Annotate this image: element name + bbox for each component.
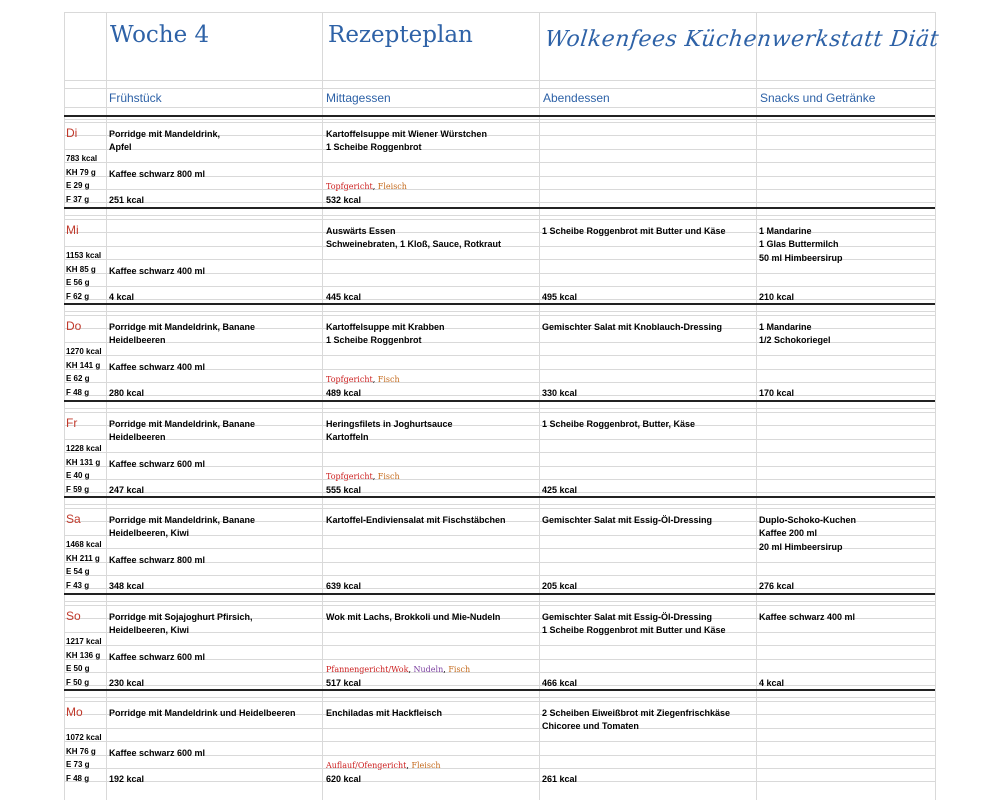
fat-total: F 62 g (66, 292, 90, 301)
grid-row-line (64, 88, 935, 89)
meal-snacks-line: 20 ml Himbeersirup (759, 542, 843, 552)
tag-part: , (372, 182, 378, 191)
meal-abend-line: 425 kcal (542, 485, 578, 495)
meal-abend-line: Gemischter Salat mit Knoblauch-Dressing (542, 322, 723, 332)
protein-total: E 73 g (66, 760, 90, 769)
grid-column-line (106, 12, 107, 800)
meal-fruehstueck-line: Kaffee schwarz 800 ml (109, 555, 206, 565)
grid-row-line (64, 439, 935, 440)
grid-row-line (64, 601, 935, 602)
meal-mittag-line: 1 Scheibe Roggenbrot (326, 142, 422, 152)
tag-part: Fleisch (411, 761, 441, 770)
protein-total: E 29 g (66, 181, 90, 190)
meal-mittag-line: 532 kcal (326, 195, 362, 205)
fat-total: F 48 g (66, 388, 90, 397)
meal-fruehstueck-line: Porridge mit Mandeldrink, Banane (109, 322, 256, 332)
grid-row-line (64, 286, 935, 287)
grid-column-line (539, 12, 540, 800)
grid-row-line (64, 299, 935, 300)
meal-abend-line: 261 kcal (542, 774, 578, 784)
carbs-total: KH 79 g (66, 168, 96, 177)
grid-row-line (64, 189, 935, 190)
meal-mittag-line: Kartoffel-Endiviensalat mit Fischstäbchen (326, 515, 506, 525)
dish-category-tag (326, 472, 400, 481)
meal-abend-line: 1 Scheibe Roggenbrot mit Butter und Käse (542, 226, 726, 236)
tag-part: Topfgericht (326, 375, 373, 384)
day-label: Fr (66, 416, 78, 430)
meal-mittag-line: 555 kcal (326, 485, 362, 495)
tag-part: , (372, 375, 378, 384)
meal-snacks-line: 210 kcal (759, 292, 795, 302)
kcal-total: 783 kcal (66, 154, 98, 163)
grid-row-line (64, 412, 935, 413)
grid-row-line (64, 672, 935, 673)
meal-abend-line: 205 kcal (542, 581, 578, 591)
day-separator (64, 207, 935, 209)
day-label: Sa (66, 512, 81, 526)
meal-fruehstueck-line: 192 kcal (109, 774, 145, 784)
meal-abend-line: 1 Scheibe Roggenbrot, Butter, Käse (542, 419, 696, 429)
grid-row-line (64, 479, 935, 480)
day-separator (64, 689, 935, 691)
meal-abend-line: 466 kcal (542, 678, 578, 688)
tag-part: Fisch (377, 472, 400, 481)
meal-fruehstueck-line: Heidelbeeren, Kiwi (109, 528, 190, 538)
grid-row-line (64, 575, 935, 576)
meal-abend-line: Chicoree und Tomaten (542, 721, 639, 731)
tag-part: Pfannengericht/Wok (326, 665, 409, 674)
meal-mittag-line: Kartoffelsuppe mit Wiener Würstchen (326, 129, 487, 139)
column-header-snacks: Snacks und Getränke (760, 91, 876, 105)
meal-snacks-line: Kaffee 200 ml (759, 528, 818, 538)
day-label: Mo (66, 705, 83, 719)
carbs-total: KH 136 g (66, 651, 101, 660)
meal-fruehstueck-line: Porridge mit Mandeldrink, (109, 129, 221, 139)
meal-mittag-line: 489 kcal (326, 388, 362, 398)
column-header-abendessen: Abendessen (543, 91, 610, 105)
protein-total: E 56 g (66, 278, 90, 287)
meal-abend-line: Gemischter Salat mit Essig-Öl-Dressing (542, 612, 713, 622)
meal-snacks-line: Kaffee schwarz 400 ml (759, 612, 856, 622)
meal-mittag-line: Heringsfilets in Joghurtsauce (326, 419, 453, 429)
meal-abend-line: Gemischter Salat mit Essig-Öl-Dressing (542, 515, 713, 525)
grid-row-line (64, 408, 935, 409)
tag-part: Auflauf/Ofengericht (326, 761, 407, 770)
protein-total: E 50 g (66, 664, 90, 673)
meal-fruehstueck-line: Heidelbeeren (109, 335, 166, 345)
fat-total: F 48 g (66, 774, 90, 783)
plan-title: Rezepteplan (328, 22, 473, 48)
meal-fruehstueck-line: 4 kcal (109, 292, 135, 302)
grid-row-line (64, 508, 935, 509)
grid-column-line (64, 12, 65, 800)
carbs-total: KH 76 g (66, 747, 96, 756)
grid-row-line (64, 685, 935, 686)
grid-row-line (64, 311, 935, 312)
tag-part: Topfgericht (326, 182, 373, 191)
fat-total: F 43 g (66, 581, 90, 590)
dish-category-tag (326, 665, 470, 674)
tag-part: Nudeln (413, 665, 444, 674)
meal-abend-line: 495 kcal (542, 292, 578, 302)
grid-row-line (64, 588, 935, 589)
grid-row-line (64, 355, 935, 356)
meal-fruehstueck-line: Kaffee schwarz 400 ml (109, 362, 206, 372)
meal-mittag-line: 1 Scheibe Roggenbrot (326, 335, 422, 345)
tag-part: Topfgericht (326, 472, 373, 481)
grid-row-line (64, 382, 935, 383)
day-separator (64, 496, 935, 498)
meal-fruehstueck-line: Heidelbeeren (109, 432, 166, 442)
grid-row-line (64, 122, 935, 123)
grid-row-line (64, 119, 935, 120)
meal-mittag-line: Enchiladas mit Hackfleisch (326, 708, 443, 718)
meal-snacks-line: 1 Glas Buttermilch (759, 239, 839, 249)
protein-total: E 54 g (66, 567, 90, 576)
grid-row-line (64, 697, 935, 698)
day-label: So (66, 609, 81, 623)
day-separator (64, 593, 935, 595)
tag-part: Fisch (377, 375, 400, 384)
grid-column-line (322, 12, 323, 800)
grid-row-line (64, 215, 935, 216)
meal-snacks-line: 1/2 Schokoriegel (759, 335, 831, 345)
grid-row-line (64, 202, 935, 203)
kcal-total: 1270 kcal (66, 347, 102, 356)
tag-part: , (406, 761, 412, 770)
meal-fruehstueck-line: Kaffee schwarz 600 ml (109, 748, 206, 758)
fat-total: F 37 g (66, 195, 90, 204)
kcal-total: 1072 kcal (66, 733, 102, 742)
grid-row-line (64, 605, 935, 606)
meal-mittag-line: 445 kcal (326, 292, 362, 302)
kcal-total: 1217 kcal (66, 637, 102, 646)
meal-snacks-line: Duplo-Schoko-Kuchen (759, 515, 856, 525)
fat-total: F 50 g (66, 678, 90, 687)
meal-snacks-line: 276 kcal (759, 581, 795, 591)
tag-part: , (372, 472, 378, 481)
kcal-total: 1153 kcal (66, 251, 102, 260)
meal-fruehstueck-line: 251 kcal (109, 195, 145, 205)
day-label: Mi (66, 223, 79, 237)
meal-fruehstueck-line: Porridge mit Mandeldrink, Banane (109, 515, 256, 525)
tag-part: Fleisch (377, 182, 407, 191)
fat-total: F 59 g (66, 485, 90, 494)
carbs-total: KH 131 g (66, 458, 101, 467)
grid-row-line (64, 728, 935, 729)
grid-column-line (756, 12, 757, 800)
meal-mittag-line: Kartoffeln (326, 432, 369, 442)
day-label: Di (66, 126, 78, 140)
meal-snacks-line: 1 Mandarine (759, 322, 812, 332)
meal-snacks-line: 1 Mandarine (759, 226, 812, 236)
grid-row-line (64, 107, 935, 108)
meal-snacks-line: 170 kcal (759, 388, 795, 398)
grid-row-line (64, 80, 935, 81)
grid-column-line (935, 12, 936, 800)
meal-fruehstueck-line: 280 kcal (109, 388, 145, 398)
grid-row-line (64, 492, 935, 493)
day-separator (64, 400, 935, 402)
protein-total: E 62 g (66, 374, 90, 383)
meal-fruehstueck-line: Kaffee schwarz 600 ml (109, 652, 206, 662)
meal-fruehstueck-line: 348 kcal (109, 581, 145, 591)
week-title: Woche 4 (110, 22, 210, 48)
grid-row-line (64, 632, 935, 633)
meal-fruehstueck-line: 230 kcal (109, 678, 145, 688)
meal-snacks-line: 4 kcal (759, 678, 785, 688)
meal-fruehstueck-line: Kaffee schwarz 400 ml (109, 266, 206, 276)
meal-fruehstueck-line: Kaffee schwarz 800 ml (109, 169, 206, 179)
meal-fruehstueck-line: Heidelbeeren, Kiwi (109, 625, 190, 635)
grid-row-line (64, 395, 935, 396)
grid-row-line (64, 741, 935, 742)
tag-part: Fisch (448, 665, 471, 674)
grid-row-line (64, 504, 935, 505)
kcal-total: 1468 kcal (66, 540, 102, 549)
meal-fruehstueck-line: Porridge mit Mandeldrink und Heidelbeeren (109, 708, 296, 718)
meal-abend-line: 330 kcal (542, 388, 578, 398)
carbs-total: KH 85 g (66, 265, 96, 274)
protein-total: E 40 g (66, 471, 90, 480)
dish-category-tag (326, 761, 441, 770)
meal-mittag-line: 639 kcal (326, 581, 362, 591)
carbs-total: KH 211 g (66, 554, 100, 563)
carbs-total: KH 141 g (66, 361, 101, 370)
day-separator (64, 303, 935, 305)
meal-mittag-line: Wok mit Lachs, Brokkoli und Mie-Nudeln (326, 612, 501, 622)
meal-mittag-line: 517 kcal (326, 678, 362, 688)
meal-snacks-line: 50 ml Himbeersirup (759, 253, 843, 263)
grid-row-line (64, 149, 935, 150)
tag-part: , (443, 665, 449, 674)
dish-category-tag (326, 375, 400, 384)
kcal-total: 1228 kcal (66, 444, 102, 453)
meal-fruehstueck-line: Kaffee schwarz 600 ml (109, 459, 206, 469)
dish-category-tag (326, 182, 407, 191)
grid-row-line (64, 645, 935, 646)
meal-abend-line: 1 Scheibe Roggenbrot mit Butter und Käse (542, 625, 726, 635)
meal-fruehstueck-line: Apfel (109, 142, 132, 152)
column-header-fruehstueck: Frühstück (109, 91, 162, 105)
grid-row-line (64, 701, 935, 702)
meal-mittag-line: Kartoffelsuppe mit Krabben (326, 322, 445, 332)
grid-row-line (64, 452, 935, 453)
meal-mittag-line: Auswärts Essen (326, 226, 396, 236)
meal-fruehstueck-line: 247 kcal (109, 485, 145, 495)
grid-row-line (64, 768, 935, 769)
grid-row-line (64, 219, 935, 220)
meal-fruehstueck-line: Porridge mit Sojajoghurt Pfirsich, (109, 612, 253, 622)
brand-title: Wolkenfees Küchenwerkstatt Diät (543, 27, 941, 52)
meal-mittag-line: Schweinebraten, 1 Kloß, Sauce, Rotkraut (326, 239, 502, 249)
meal-mittag-line: 620 kcal (326, 774, 362, 784)
column-header-mittagessen: Mittagessen (326, 91, 391, 105)
day-label: Do (66, 319, 82, 333)
meal-fruehstueck-line: Porridge mit Mandeldrink, Banane (109, 419, 256, 429)
grid-row-line (64, 781, 935, 782)
grid-row-line (64, 12, 935, 13)
grid-row-line (64, 315, 935, 316)
tag-part: , (408, 665, 414, 674)
grid-row-line (64, 162, 935, 163)
day-separator (64, 115, 935, 117)
meal-abend-line: 2 Scheiben Eiweißbrot mit Ziegenfrischkäse (542, 708, 731, 718)
